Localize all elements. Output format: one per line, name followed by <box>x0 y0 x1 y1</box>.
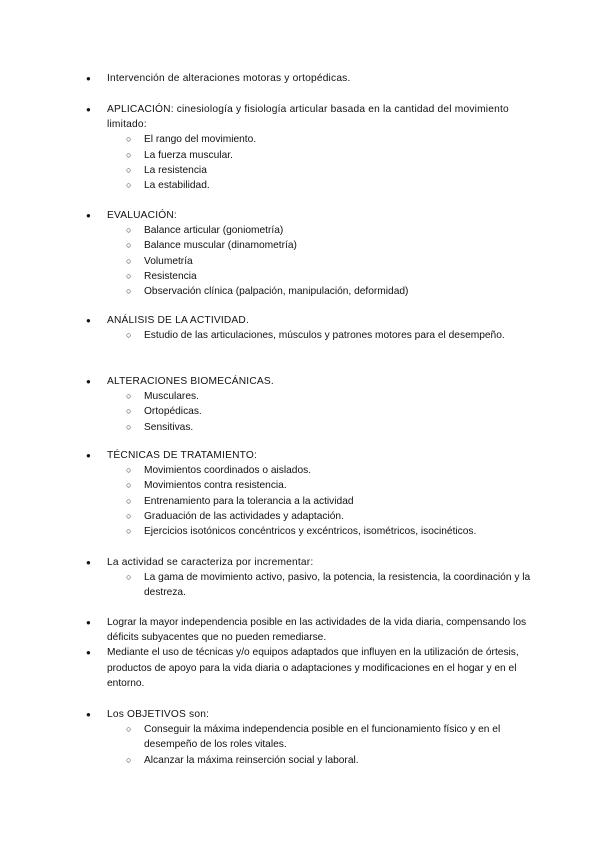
sub-bullet-item: ○ Observación clínica (palpación, manipulación, deformidad) <box>0 284 600 299</box>
sub-bullet-item: ○ Balance muscular (dinamometría) <box>0 238 600 253</box>
sub-bullet-item: ○ Ejercicios isotónicos concéntricos y excéntricos, isométricos, isocinéticos. <box>0 524 600 539</box>
sub-bullet-item: ○ Conseguir la máxima independencia posible en el funcionamiento físico y en el desempeño de los roles vitales. <box>0 722 600 752</box>
sub-bullet-item: ○ Movimientos contra resistencia. <box>0 478 600 493</box>
bullet-item: ● EVALUACIÓN: <box>0 208 600 223</box>
sub-bullet-item: ○ Movimientos coordinados o aislados. <box>0 463 600 478</box>
section-intervention <box>0 71 600 86</box>
bullet-item: ● APLICACIÓN: cinesiología y fisiología articular basada en la cantidad del movimiento limitado: <box>0 102 600 132</box>
bullet-item: ● ALTERACIONES BIOMECÁNICAS. <box>0 374 600 389</box>
sub-bullet-item: ○ Entrenamiento para la tolerancia a la actividad <box>0 494 600 509</box>
sub-bullet-item: ○ La fuerza muscular. <box>0 148 600 163</box>
section-objetivos <box>0 707 600 768</box>
section-tecnicas <box>0 448 600 539</box>
bullet-item: ● TÉCNICAS DE TRATAMIENTO: <box>0 448 600 463</box>
sub-bullet-item: ○ Alcanzar la máxima reinserción social y laboral. <box>0 753 600 768</box>
section-independencia <box>0 615 600 691</box>
section-aplicacion <box>0 102 600 193</box>
sub-bullet-item: ○ Sensitivas. <box>0 420 600 435</box>
bullet-item: ● Mediante el uso de técnicas y/o equipos adaptados que influyen en la utilización de órtesis, productos de apoyo para la vida diaria o adaptaciones y modificaciones en el hogar y en el entorno. <box>0 645 600 691</box>
sub-bullet-item: ○ Volumetría <box>0 254 600 269</box>
bullet-item: ● ANÁLISIS DE LA ACTIVIDAD. <box>0 313 600 328</box>
sub-bullet-item: ○ El rango del movimiento. <box>0 132 600 147</box>
section-evaluacion <box>0 208 600 299</box>
bullet-item: ● Los OBJETIVOS son: <box>0 707 600 722</box>
sub-bullet-item: ○ Resistencia <box>0 269 600 284</box>
sub-bullet-item: ○ Ortopédicas. <box>0 404 600 419</box>
bullet-item: ● Intervención de alteraciones motoras y ortopédicas. <box>0 71 600 86</box>
sub-bullet-item: ○ Graduación de las actividades y adaptación. <box>0 509 600 524</box>
section-alteraciones <box>0 374 600 435</box>
bullet-item: ● La actividad se caracteriza por incrementar: <box>0 555 600 570</box>
bullet-item: ● Lograr la mayor independencia posible en las actividades de la vida diaria, compensando los déficits subyacentes que no pueden remediarse. <box>0 615 600 645</box>
sub-bullet-item: ○ Estudio de las articulaciones, músculos y patrones motores para el desempeño. <box>0 328 600 343</box>
sub-bullet-item: ○ Musculares. <box>0 389 600 404</box>
section-actividad <box>0 555 600 601</box>
sub-bullet-item: ○ Balance articular (goniometría) <box>0 223 600 238</box>
sub-bullet-item: ○ La estabilidad. <box>0 178 600 193</box>
sub-bullet-item: ○ La resistencia <box>0 163 600 178</box>
section-analisis <box>0 313 600 343</box>
sub-bullet-item: ○ La gama de movimiento activo, pasivo, la potencia, la resistencia, la coordinación y la destreza. <box>0 570 600 600</box>
